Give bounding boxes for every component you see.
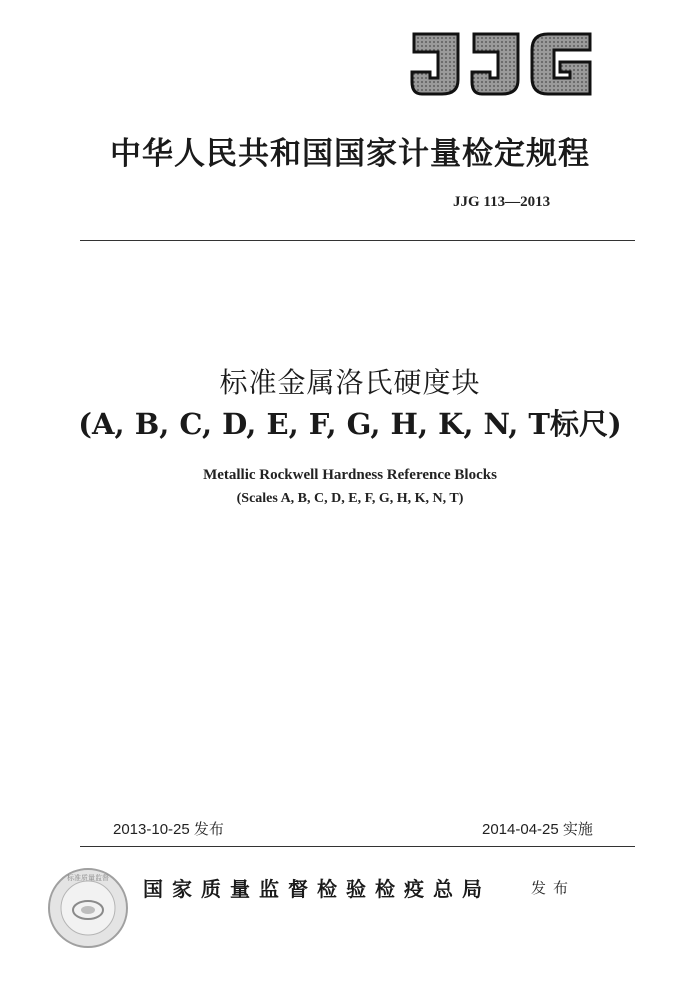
- publish-label: 发布: [531, 879, 576, 897]
- document-scales-zh: (A, B, C, D, E, F, G, H, K, N, T标尺): [78, 407, 622, 441]
- effective-date: 2014-04-25 实施: [482, 821, 593, 838]
- document-title-zh: 标准金属洛氏硬度块: [219, 366, 481, 399]
- seal-graphic: [46, 866, 130, 950]
- jjg-logo: [408, 28, 594, 100]
- publisher-name: 国家质量监督检验检疫总局: [143, 877, 491, 901]
- issue-date: 2013-10-25 发布: [113, 821, 224, 838]
- document-code: JJG 113—2013: [453, 194, 551, 210]
- certification-seal: [46, 866, 130, 950]
- document-scales-en: (Scales A, B, C, D, E, F, G, H, K, N, T): [236, 491, 464, 506]
- top-divider: [80, 240, 635, 241]
- jjg-logo-graphic: [408, 28, 594, 100]
- document-title-en: Metallic Rockwell Hardness Reference Blocks: [203, 467, 497, 483]
- bottom-divider: [80, 846, 635, 847]
- regulation-series-title: 中华人民共和国国家计量检定规程: [110, 136, 590, 172]
- seal-text: 标准质量监督: [67, 874, 109, 882]
